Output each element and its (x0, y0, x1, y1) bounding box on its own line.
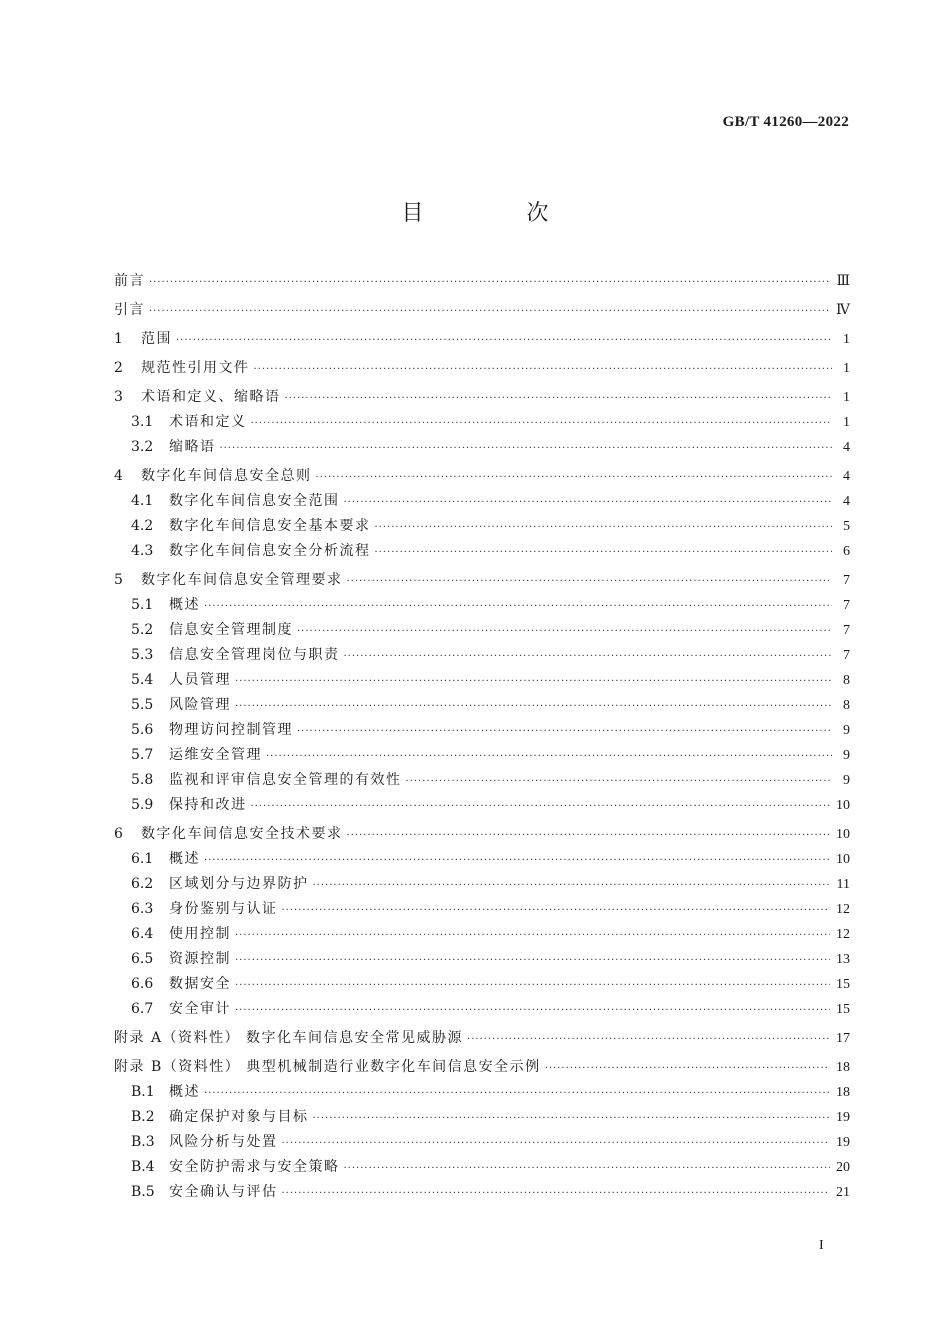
toc-entry-number: 6.6 (131, 976, 154, 992)
toc-entry-page: 7 (843, 598, 850, 613)
toc-entry-number: 6.2 (131, 876, 154, 892)
toc-entry-page: 7 (843, 648, 850, 663)
toc-entry-label: 身份鉴别与认证 (169, 901, 278, 917)
toc-entry-number: B.4 (131, 1159, 155, 1175)
toc-entry[interactable] (114, 490, 850, 515)
toc-entry[interactable] (114, 436, 850, 461)
toc-dot-leader (285, 393, 833, 404)
toc-entry[interactable] (114, 1027, 850, 1052)
toc-entry-page: 1 (843, 415, 850, 430)
toc-entry-number: 5.6 (131, 722, 154, 738)
toc-entry-number: 5.2 (131, 622, 154, 638)
toc-entry-page: 17 (836, 1031, 850, 1046)
toc-entry-page: 4 (843, 440, 850, 455)
toc-entry-page: 20 (836, 1160, 850, 1175)
toc-entry[interactable] (114, 769, 850, 794)
toc-entry-label: 附录 A（资料性） 数字化车间信息安全常见威胁源 (114, 1030, 464, 1046)
toc-entry[interactable] (114, 923, 850, 948)
standard-code: GB/T 41260—2022 (722, 114, 849, 130)
footer-page-number: I (819, 1238, 824, 1253)
toc-entry-label: 确定保护对象与目标 (169, 1109, 309, 1125)
toc-entry[interactable] (114, 619, 850, 644)
toc-dot-leader (406, 776, 833, 787)
toc-entry[interactable] (114, 1106, 850, 1131)
toc-entry-label: 安全确认与评估 (169, 1184, 278, 1200)
toc-entry[interactable] (114, 848, 850, 873)
toc-entry[interactable] (114, 465, 850, 490)
toc-dot-leader (297, 726, 832, 737)
toc-entry-number: 5.1 (131, 597, 154, 613)
toc-entry-label: 规范性引用文件 (141, 360, 250, 376)
toc-entry-label: 信息安全管理制度 (169, 622, 293, 638)
toc-entry-label: 附录 B（资料性） 典型机械制造行业数字化车间信息安全示例 (114, 1059, 541, 1075)
toc-dot-leader (235, 701, 832, 712)
toc-entry-page: 9 (843, 723, 850, 738)
toc-entry[interactable] (114, 328, 850, 353)
toc-dot-leader (266, 751, 832, 762)
toc-entry-number: 5.7 (131, 747, 154, 763)
toc-dot-leader (220, 443, 833, 454)
toc-entry-label: 人员管理 (169, 672, 231, 688)
toc-entry-label: 安全防护需求与安全策略 (169, 1159, 340, 1175)
toc-entry-number: 4.1 (131, 493, 154, 509)
toc-entry-label: 数字化车间信息安全基本要求 (169, 518, 371, 534)
toc-entry-page: 8 (843, 673, 850, 688)
toc-entry-number: 5.9 (131, 797, 154, 813)
toc-entry[interactable] (114, 1156, 850, 1181)
toc-dot-leader (149, 306, 830, 317)
toc-dot-leader (176, 335, 832, 346)
toc-dot-leader (297, 626, 832, 637)
toc-entry[interactable] (114, 515, 850, 540)
toc-entry-number: B.2 (131, 1109, 155, 1125)
toc-entry-number: B.3 (131, 1134, 155, 1150)
toc-entry-label: 数字化车间信息安全技术要求 (141, 826, 343, 842)
toc-entry-page: 1 (843, 390, 850, 405)
toc-entry-page: 15 (836, 1002, 850, 1017)
toc-entry[interactable] (114, 794, 850, 819)
toc-entry-label: 概述 (169, 597, 200, 613)
toc-entry-number: 5 (114, 572, 123, 588)
toc-entry-number: 6.4 (131, 926, 154, 942)
toc-entry[interactable] (114, 270, 850, 295)
toc-entry[interactable] (114, 1131, 850, 1156)
toc-entry-label: 信息安全管理岗位与职责 (169, 647, 340, 663)
toc-entry-page: 15 (836, 977, 850, 992)
toc-entry-label: 前言 (114, 273, 145, 289)
toc-entry-number: 6.5 (131, 951, 154, 967)
toc-dot-leader (235, 676, 832, 687)
toc-entry[interactable] (114, 411, 850, 436)
toc-dot-leader (545, 1063, 830, 1074)
toc-dot-leader (316, 472, 833, 483)
toc-entry[interactable] (114, 540, 850, 565)
toc-entry-number: 2 (114, 360, 123, 376)
toc-dot-leader (344, 1163, 831, 1174)
toc-entry-number: B.5 (131, 1184, 155, 1200)
toc-entry-label: 风险分析与处置 (169, 1134, 278, 1150)
toc-entry-label: 术语和定义 (169, 414, 247, 430)
toc-entry[interactable] (114, 873, 850, 898)
toc-entry[interactable] (114, 594, 850, 619)
toc-entry[interactable] (114, 948, 850, 973)
toc-dot-leader (344, 651, 833, 662)
toc-entry-label: 数字化车间信息安全分析流程 (169, 543, 371, 559)
toc-entry[interactable] (114, 998, 850, 1023)
toc-entry-label: 安全审计 (169, 1001, 231, 1017)
toc-dot-leader (235, 955, 830, 966)
toc-entry-page: 4 (843, 494, 850, 509)
toc-entry-number: B.1 (131, 1084, 155, 1100)
toc-entry-number: 6.1 (131, 851, 154, 867)
toc-entry[interactable] (114, 644, 850, 669)
toc-entry-label: 区域划分与边界防护 (169, 876, 309, 892)
toc-entry-label: 数字化车间信息安全范围 (169, 493, 340, 509)
toc-entry-page: 1 (843, 361, 850, 376)
toc-entry-page: 11 (836, 877, 850, 892)
toc-entry[interactable] (114, 973, 850, 998)
toc-dot-leader (251, 801, 831, 812)
toc-dot-leader (375, 547, 833, 558)
toc-entry-label: 使用控制 (169, 926, 231, 942)
toc-entry-page: 9 (843, 748, 850, 763)
toc-dot-leader (235, 980, 830, 991)
toc-dot-leader (282, 905, 831, 916)
toc-entry-number: 5.8 (131, 772, 154, 788)
toc-entry-label: 监视和评审信息安全管理的有效性 (169, 772, 402, 788)
toc-dot-leader (204, 855, 830, 866)
toc-entry[interactable] (114, 386, 850, 411)
toc-entry-page: 7 (843, 573, 850, 588)
toc-dot-leader (149, 277, 830, 288)
toc-entry-number: 4.2 (131, 518, 154, 534)
toc-entry-label: 数字化车间信息安全总则 (141, 468, 312, 484)
toc-entry-label: 运维安全管理 (169, 747, 262, 763)
toc-dot-leader (347, 576, 833, 587)
toc-entry-label: 概述 (169, 1084, 200, 1100)
toc-entry[interactable] (114, 569, 850, 594)
toc-entry-label: 保持和改进 (169, 797, 247, 813)
toc-dot-leader (344, 497, 833, 508)
toc-entry-label: 数字化车间信息安全管理要求 (141, 572, 343, 588)
toc-entry-number: 5.5 (131, 697, 154, 713)
toc-entry-label: 缩略语 (169, 439, 216, 455)
toc-entry[interactable] (114, 744, 850, 769)
toc-entry-page: 1 (843, 332, 850, 347)
toc-entry-page: 4 (843, 469, 850, 484)
toc-entry-number: 3 (114, 389, 123, 405)
toc-dot-leader (282, 1188, 831, 1199)
toc-entry-page: 21 (836, 1185, 850, 1200)
toc-dot-leader (235, 930, 830, 941)
toc-entry-number: 1 (114, 331, 123, 347)
toc-entry-page: 13 (836, 952, 850, 967)
toc-entry[interactable] (114, 669, 850, 694)
toc-entry-page: 8 (843, 698, 850, 713)
toc-dot-leader (467, 1034, 830, 1045)
toc-entry-label: 引言 (114, 302, 145, 318)
toc-dot-leader (251, 418, 833, 429)
toc-entry-number: 3.1 (131, 414, 154, 430)
toc-entry[interactable] (114, 299, 850, 324)
toc-entry[interactable] (114, 694, 850, 719)
toc-entry-label: 物理访问控制管理 (169, 722, 293, 738)
toc-entry-page: 18 (836, 1060, 850, 1075)
toc-entry[interactable] (114, 898, 850, 923)
toc-entry[interactable] (114, 1056, 850, 1081)
toc-entry-number: 6.7 (131, 1001, 154, 1017)
toc-entry-number: 6.3 (131, 901, 154, 917)
toc-entry-page: 5 (843, 519, 850, 534)
toc-entry-number: 6 (114, 826, 123, 842)
toc-entry-number: 4 (114, 468, 123, 484)
toc-dot-leader (254, 364, 833, 375)
toc-entry-page: Ⅳ (836, 303, 850, 318)
toc-entry[interactable] (114, 823, 850, 848)
toc-entry-number: 3.2 (131, 439, 154, 455)
toc-entry-page: 6 (843, 544, 850, 559)
toc-entry-label: 数据安全 (169, 976, 231, 992)
toc-entry-number: 4.3 (131, 543, 154, 559)
toc-entry-page: 10 (836, 827, 850, 842)
table-of-contents (114, 270, 850, 1206)
toc-entry-page: 19 (836, 1135, 850, 1150)
toc-entry-page: Ⅲ (836, 274, 850, 289)
toc-entry-page: 7 (843, 623, 850, 638)
toc-entry[interactable] (114, 719, 850, 744)
toc-entry[interactable] (114, 1081, 850, 1106)
toc-dot-leader (375, 522, 833, 533)
toc-dot-leader (313, 1113, 831, 1124)
toc-entry-number: 5.4 (131, 672, 154, 688)
toc-dot-leader (204, 1088, 830, 1099)
toc-dot-leader (347, 830, 831, 841)
toc-dot-leader (282, 1138, 831, 1149)
toc-entry-number: 5.3 (131, 647, 154, 663)
toc-entry-page: 10 (836, 852, 850, 867)
toc-dot-leader (204, 601, 832, 612)
toc-entry-page: 19 (836, 1110, 850, 1125)
toc-entry[interactable] (114, 1181, 850, 1206)
toc-entry-page: 9 (843, 773, 850, 788)
toc-dot-leader (235, 1005, 830, 1016)
toc-entry-label: 风险管理 (169, 697, 231, 713)
toc-entry-page: 12 (836, 902, 850, 917)
toc-entry-label: 概述 (169, 851, 200, 867)
toc-entry-label: 资源控制 (169, 951, 231, 967)
toc-entry-label: 术语和定义、缩略语 (141, 389, 281, 405)
toc-entry-page: 10 (836, 798, 850, 813)
toc-entry-label: 范围 (141, 331, 172, 347)
toc-entry[interactable] (114, 357, 850, 382)
toc-entry-page: 18 (836, 1085, 850, 1100)
toc-dot-leader (313, 880, 831, 891)
toc-title: 目 次 (401, 201, 597, 226)
toc-entry-page: 12 (836, 927, 850, 942)
